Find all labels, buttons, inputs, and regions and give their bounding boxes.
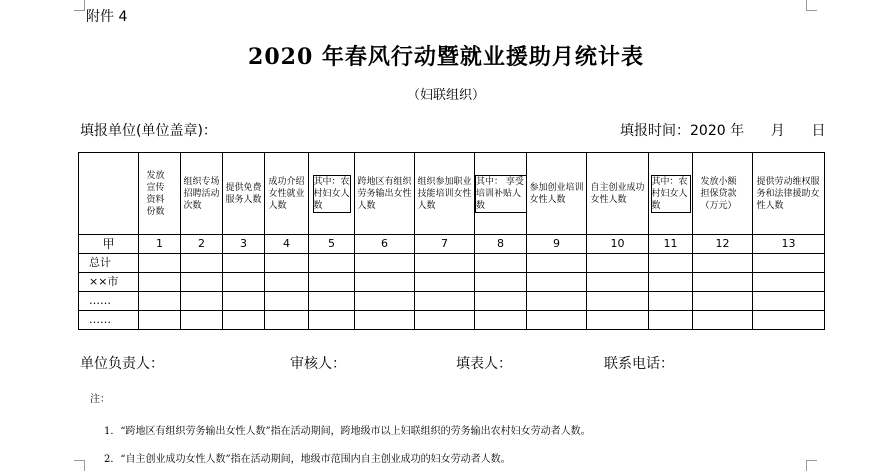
header-corner-cell	[79, 153, 139, 235]
header-cell-sub: 其中：农村妇女人数	[309, 153, 355, 235]
table-row	[79, 273, 825, 292]
table-row	[79, 311, 825, 330]
data-cell[interactable]	[753, 311, 825, 330]
fill-time-label: 填报时间：2020 年 月 日	[620, 123, 826, 139]
column-number: 7	[415, 235, 475, 254]
data-cell[interactable]	[139, 292, 181, 311]
header-cell: 提供劳动维权服务和法律援助女性人数	[753, 153, 825, 235]
header-cell: 参加创业培训女性人数	[527, 153, 587, 235]
data-cell[interactable]	[527, 292, 587, 311]
data-cell[interactable]	[309, 311, 355, 330]
column-number: 4	[265, 235, 309, 254]
reviewer-label: 审核人：	[290, 356, 346, 372]
column-number: 11	[649, 235, 693, 254]
header-cell-sub: 其中：农村妇女人数	[649, 153, 693, 235]
data-cell[interactable]	[309, 292, 355, 311]
statistics-table	[78, 152, 825, 330]
filler-label: 填表人：	[456, 356, 512, 372]
data-cell[interactable]	[265, 273, 309, 292]
data-cell[interactable]	[415, 311, 475, 330]
data-cell[interactable]	[355, 292, 415, 311]
page-corner-mark	[806, 0, 817, 11]
column-number: 2	[181, 235, 223, 254]
header-cell: 发放小额担保贷款（万元）	[693, 153, 753, 235]
data-cell[interactable]	[265, 311, 309, 330]
data-cell[interactable]	[527, 254, 587, 273]
row-label: ……	[79, 311, 139, 330]
data-cell[interactable]	[181, 292, 223, 311]
header-cell: 组织参加职业技能培训女性人数	[415, 153, 475, 235]
row-label: ××市	[79, 273, 139, 292]
table-number-row	[79, 235, 825, 254]
data-cell[interactable]	[265, 254, 309, 273]
data-cell[interactable]	[181, 273, 223, 292]
page-corner-mark	[74, 460, 85, 471]
column-number: 9	[527, 235, 587, 254]
table-header-row	[79, 153, 825, 235]
document-title: 2020 年春风行动暨就业援助月统计表	[248, 44, 644, 70]
document-subtitle: （妇联组织）	[406, 88, 485, 103]
header-cell: 跨地区有组织劳务输出女性人数	[355, 153, 415, 235]
data-cell[interactable]	[527, 311, 587, 330]
row-label: 总计	[79, 254, 139, 273]
data-cell[interactable]	[415, 254, 475, 273]
data-cell[interactable]	[693, 273, 753, 292]
notes-label: 注：	[90, 394, 110, 405]
column-number: 6	[355, 235, 415, 254]
data-cell[interactable]	[181, 311, 223, 330]
data-cell[interactable]	[355, 254, 415, 273]
column-number: 8	[475, 235, 527, 254]
data-cell[interactable]	[475, 292, 527, 311]
page-corner-mark	[74, 0, 85, 11]
data-cell[interactable]	[475, 311, 527, 330]
data-cell[interactable]	[355, 273, 415, 292]
header-cell: 自主创业成功女性人数	[587, 153, 649, 235]
data-cell[interactable]	[753, 292, 825, 311]
table-row	[79, 254, 825, 273]
data-cell[interactable]	[309, 273, 355, 292]
column-number: 5	[309, 235, 355, 254]
data-cell[interactable]	[139, 311, 181, 330]
data-cell[interactable]	[693, 254, 753, 273]
header-cell: 提供免费服务人数	[223, 153, 265, 235]
header-cell-sub: 其中： 享受培训补贴人数	[475, 153, 527, 235]
column-number: 10	[587, 235, 649, 254]
data-cell[interactable]	[693, 292, 753, 311]
data-cell[interactable]	[223, 254, 265, 273]
attachment-label: 附件 4	[86, 9, 128, 25]
data-cell[interactable]	[753, 273, 825, 292]
corner-label: 甲	[79, 235, 139, 254]
data-cell[interactable]	[527, 273, 587, 292]
data-cell[interactable]	[693, 311, 753, 330]
data-cell[interactable]	[415, 292, 475, 311]
note-item: 1．“跨地区有组织劳务输出女性人数”指在活动期间，跨地级市以上妇联组织的劳务输出农村妇女劳动者人数。	[104, 426, 591, 437]
data-cell[interactable]	[139, 254, 181, 273]
column-number: 12	[693, 235, 753, 254]
data-cell[interactable]	[649, 311, 693, 330]
data-cell[interactable]	[223, 292, 265, 311]
column-number: 1	[139, 235, 181, 254]
data-cell[interactable]	[649, 292, 693, 311]
table-row	[79, 292, 825, 311]
data-cell[interactable]	[587, 273, 649, 292]
header-cell: 组织专场招聘活动次数	[181, 153, 223, 235]
data-cell[interactable]	[475, 254, 527, 273]
phone-label: 联系电话：	[604, 356, 674, 372]
data-cell[interactable]	[415, 273, 475, 292]
data-cell[interactable]	[309, 254, 355, 273]
page-corner-mark	[806, 460, 817, 471]
data-cell[interactable]	[139, 273, 181, 292]
data-cell[interactable]	[587, 254, 649, 273]
data-cell[interactable]	[355, 311, 415, 330]
header-cell: 发放宣传资料份数	[139, 153, 181, 235]
column-number: 13	[753, 235, 825, 254]
column-number: 3	[223, 235, 265, 254]
row-label: ……	[79, 292, 139, 311]
note-item: 2．“自主创业成功女性人数”指在活动期间，地级市范围内自主创业成功的妇女劳动者人数。	[104, 454, 511, 465]
data-cell[interactable]	[223, 273, 265, 292]
data-cell[interactable]	[265, 292, 309, 311]
unit-head-label: 单位负责人：	[80, 356, 164, 372]
data-cell[interactable]	[223, 311, 265, 330]
data-cell[interactable]	[753, 254, 825, 273]
data-cell[interactable]	[649, 254, 693, 273]
header-cell: 成功介绍女性就业人数	[265, 153, 309, 235]
fill-unit-label: 填报单位(单位盖章)：	[80, 123, 217, 139]
data-cell[interactable]	[181, 254, 223, 273]
data-cell[interactable]	[649, 273, 693, 292]
data-cell[interactable]	[587, 292, 649, 311]
data-cell[interactable]	[587, 311, 649, 330]
data-cell[interactable]	[475, 273, 527, 292]
